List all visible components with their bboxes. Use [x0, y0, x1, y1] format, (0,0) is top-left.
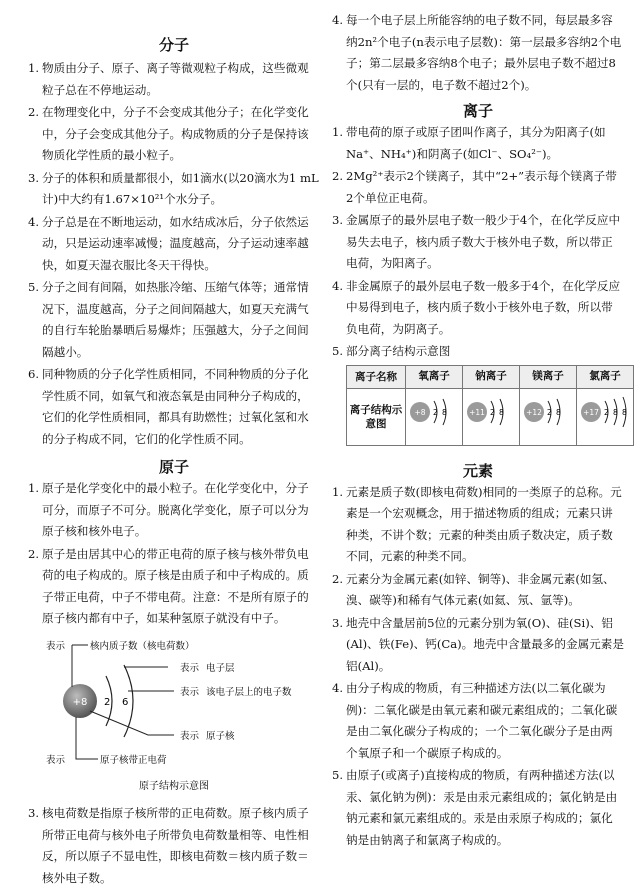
list-item: 3. 核电荷数是指原子核所带的正电荷数。原子核内质子所带正电荷与核外电子所带负电荷数量相等、电性相反，所以原子不显电性，即核电荷数＝核内质子数＝核外电子数。 — [28, 806, 309, 885]
ion-diagram — [463, 389, 519, 435]
right-column — [332, 0, 627, 852]
element-heading: 元素 — [462, 461, 493, 480]
list-item: 5. 分子之间有间隔，如热胀冷缩、压缩气体等；通常情况下，温度越高，分子之间间隔越大，如夏天充满气的自行车轮胎暴晒后易爆炸；压强越大，分子之间间隔越小。 — [28, 280, 309, 359]
ion-list — [332, 122, 624, 363]
molecule-list — [28, 58, 320, 450]
atom-structure-diagram — [28, 631, 320, 796]
shell-count-1: 2 — [104, 696, 111, 708]
label-shell: 电子层 — [206, 662, 235, 674]
list-item: 3. 分子的体积和质量都很小，如1滴水(以20滴水为1 mL计)中大约有1.67×10²¹个水分子。 — [28, 170, 319, 206]
ion-structure-table — [346, 365, 634, 446]
list-item: 2. 在物理变化中，分子不会变成其他分子；在化学变化中，分子会变成其他分子。构成物质的分子是保持该物质化学性质的最小粒子。 — [28, 105, 309, 162]
ion-diagram-cell — [520, 388, 577, 445]
ion-diagram — [577, 389, 633, 435]
ion-nucleus-label: +11 — [469, 408, 485, 418]
ion-nucleus-label: +17 — [583, 408, 599, 418]
list-item: 4. 分子总是在不断地运动，如水结成冰后，分子依然运动，只是运动速率减慢；温度越高，分子运动速率越快，如夏天湿衣服比冬天干得快。 — [28, 214, 309, 272]
svg-text:表示: 表示 — [46, 754, 66, 766]
svg-text:表示: 表示 — [180, 730, 200, 742]
list-item: 5. 部分离子结构示意图 — [332, 344, 451, 358]
electron-rule-list — [332, 10, 624, 96]
element-list — [332, 482, 624, 852]
label-positive: 原子核带正电荷 — [100, 754, 167, 766]
list-item: 3. 地壳中含量居前5位的元素分别为氧(O)、硅(Si)、铝(Al)、铁(Fe)、钙(Ca)。地壳中含量最多的金属元素是铝(Al)。 — [332, 615, 624, 673]
ion-diagram-cell — [463, 388, 520, 445]
diagram-caption: 原子结构示意图 — [139, 780, 209, 792]
ion-shell-count: 8 — [499, 408, 504, 418]
ion-shell-count: 2 — [547, 408, 552, 418]
list-item: 4. 每一个电子层上所能容纳的电子数不同，每层最多容纳2n²个电子(n表示电子层数)：第一层最多容纳2个电子；第二层最多容纳8个电子；最外层电子数不超过8个(只有一层的，电子数不超过2个)。 — [332, 13, 622, 92]
ion-shell-count: 2 — [433, 408, 438, 418]
molecule-heading: 分子 — [158, 36, 189, 54]
ion-name: 钠离子 — [463, 365, 520, 388]
list-item: 3. 金属原子的最外层电子数一般少于4个，在化学反应中易失去电子，核内质子数大于核外电子数，所以带正电荷，为阳离子。 — [332, 213, 621, 270]
ion-nucleus-label: +12 — [526, 408, 542, 418]
list-item: 2. 原子是由居其中心的带正电荷的原子核与核外带负电荷的电子构成的。原子核是由质子和中子构成的。质子带正电荷，中子不带电荷。注意：不是所有原子的原子核内都有中子，如某种氢原子就没有中子。 — [28, 546, 309, 625]
nucleus-label: +8 — [72, 696, 88, 708]
atom-list — [28, 478, 320, 630]
ion-nucleus-label: +8 — [414, 408, 426, 418]
ion-heading: 离子 — [462, 102, 493, 120]
list-item: 1. 物质由分子、原子、离子等微观粒子构成，这些微观粒子总在不停地运动。 — [28, 61, 309, 97]
ion-diagram-cell — [406, 388, 463, 445]
ion-shell-count: 8 — [442, 408, 447, 418]
list-item: 6. 同种物质的分子化学性质相同，不同种物质的分子化学性质不同，如氧气和液态氧是由同种分子构成的，它们的化学性质相同，都具有助燃性；过氧化氢和水的分子构成不同，它们的化学性质不同。 — [28, 367, 309, 446]
list-item: 4. 非金属原子的最外层电子数一般多于4个，在化学反应中易得到电子，核内质子数小于核外电子数，所以带负电荷，为阴离子。 — [332, 278, 621, 336]
ion-shell-count: 2 — [490, 408, 495, 418]
label-nuclear-charge: 核内质子数（核电荷数） — [90, 640, 195, 652]
ion-diagram-cell — [577, 388, 634, 445]
list-item: 1. 原子是化学变化中的最小粒子。在化学变化中，分子可分，而原子不可分。脱离化学变化，原子可以分为原子核和核外电子。 — [28, 481, 309, 538]
svg-text:表示: 表示 — [180, 686, 200, 698]
list-item: 2. 元素分为金属元素(如锌、铜等)、非金属元素(如氢、溴、碳等)和稀有气体元素(如氦、氖、氩等)。 — [332, 571, 615, 607]
list-item: 2. 2Mg²⁺表示2个镁离子，其中“2+”表示每个镁离子带2个单位正电荷。 — [332, 169, 617, 205]
label-nucleus: 原子核 — [206, 730, 235, 742]
svg-text:表示: 表示 — [46, 640, 66, 652]
ion-shell-count: 8 — [556, 408, 561, 418]
shell-count-2: 6 — [122, 696, 129, 708]
table-header: 离子名称 — [347, 365, 406, 388]
left-column — [28, 0, 320, 890]
list-item: 1. 带电荷的原子或原子团叫作离子，其分为阳离子(如Na⁺、NH₄⁺)和阴离子(如Cl⁻、SO₄²⁻)。 — [332, 125, 606, 161]
list-item: 4. 由分子构成的物质，有三种描述方法(以二氧化碳为例)：二氧化碳是由氧元素和碳元素组成的；二氧化碳是由二氧化碳分子构成的；一个二氧化碳分子是由两个氧原子和一个碳原子构成的。 — [332, 681, 618, 760]
atom-heading: 原子 — [158, 458, 189, 476]
ion-shell-count: 8 — [622, 408, 627, 418]
ion-shell-count: 8 — [613, 408, 618, 418]
ion-name: 氯离子 — [577, 365, 634, 388]
svg-text:表示: 表示 — [180, 662, 200, 674]
list-item: 5. 由原子(或离子)直接构成的物质，有两种描述方法(以汞、氯化钠为例)：汞是由汞元素组成的；氯化钠是由钠元素和氯元素组成的。汞是由汞原子构成的；氯化钠是由钠离子和氯离子构成的。 — [332, 768, 618, 847]
ion-diagram — [406, 389, 462, 435]
ion-name: 氧离子 — [406, 365, 463, 388]
atom-list-cont — [28, 803, 320, 889]
ion-diagram — [520, 389, 576, 435]
ion-name: 镁离子 — [520, 365, 577, 388]
list-item: 1. 元素是质子数(即核电荷数)相同的一类原子的总称。元素是一个宏观概念，用于描述物质的组成；元素只讲种类，不讲个数；元素的种类由质子数决定，质子数不同，元素的种类不同。 — [332, 484, 622, 563]
ion-shell-count: 2 — [604, 408, 609, 418]
label-electrons: 该电子层上的电子数 — [206, 686, 292, 698]
table-row-label: 离子结构示意图 — [347, 388, 406, 445]
